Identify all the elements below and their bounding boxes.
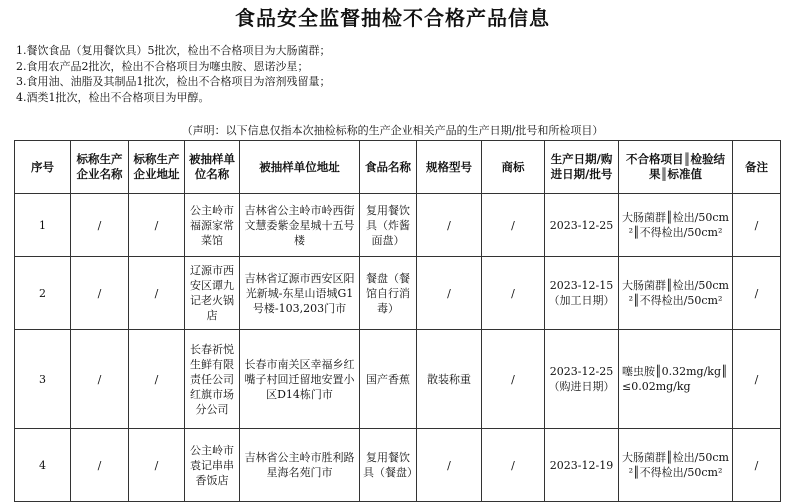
table-cell: / [482,257,545,330]
table-cell: 散装称重 [417,330,482,429]
table-cell: 大肠菌群║检出/50cm²║不得检出/50cm² [619,257,733,330]
table-cell: 吉林省公主岭市胜利路星海名苑门市 [240,429,360,502]
table-cell: 2 [15,257,71,330]
table-cell: / [482,330,545,429]
page-title: 食品安全监督抽检不合格产品信息 [235,6,550,30]
table-cell: / [417,257,482,330]
disclaimer-notice: （声明：以下信息仅指本次抽检标称的生产企业相关产品的生产日期/批号和所检项目） [181,124,604,137]
table-header-row [15,141,781,194]
table-cell: 国产香蕉 [360,330,417,429]
table-cell: / [129,194,185,257]
table-cell: / [129,257,185,330]
table-cell: / [71,194,129,257]
table-cell: 辽源市西安区谭九记老火锅店 [185,257,240,330]
header-cell: 被抽样单位名称 [185,141,240,194]
summary-item: 3.食用油、油脂及其制品1批次，检出不合格项目为溶剂残留量； [16,75,331,88]
unqualified-products-table [14,140,781,502]
table-cell: 复用餐饮具（炸酱面盘） [360,194,417,257]
table-cell: / [71,330,129,429]
summary-item: 4.酒类1批次，检出不合格项目为甲醇。 [16,90,210,104]
table-cell: 复用餐饮具（餐盘） [360,429,417,502]
header-cell: 商标 [482,141,545,194]
summary-list [16,43,331,105]
table-cell: 2023-12-25 [545,194,619,257]
table-cell: 公主岭市袁记串串香饭店 [185,429,240,502]
table-cell: / [482,429,545,502]
header-cell: 生产日期/购进日期/批号 [545,141,619,194]
table-cell: 大肠菌群║检出/50cm²║不得检出/50cm² [619,429,733,502]
header-cell: 规格型号 [417,141,482,194]
table-cell: 大肠菌群║检出/50cm²║不得检出/50cm² [619,194,733,257]
table-cell: / [129,330,185,429]
table-cell: 公主岭市福源家常菜馆 [185,194,240,257]
header-cell: 标称生产企业地址 [129,141,185,194]
table-cell: 噻虫胺║0.32mg/kg║≤0.02mg/kg [619,330,733,429]
table-cell: / [71,429,129,502]
table-cell: / [417,194,482,257]
table-row [15,330,781,429]
table-cell: 餐盘（餐馆自行消毒） [360,257,417,330]
table-cell: 吉林省辽源市西安区阳光新城-东星山语城G1号楼-103,203门市 [240,257,360,330]
table-cell: / [733,429,781,502]
summary-item: 2.食用农产品2批次，检出不合格项目为噻虫胺、恩诺沙星； [16,59,309,73]
table-cell: 2023-12-15（加工日期） [545,257,619,330]
table-cell: 长春市南关区幸福乡红嘴子村回迁留地安置小区D14栋门市 [240,330,360,429]
table-row [15,194,781,257]
table-cell: / [71,257,129,330]
header-cell: 不合格项目║检验结果║标准值 [619,141,733,194]
table-cell: 3 [15,330,71,429]
table-cell: 2023-12-19 [545,429,619,502]
table-row [15,429,781,502]
table-cell: / [733,330,781,429]
table-cell: / [733,194,781,257]
header-cell: 食品名称 [360,141,417,194]
header-cell: 标称生产企业名称 [71,141,129,194]
table-cell: / [129,429,185,502]
table-cell: 吉林省公主岭市岭西街文慧委紫金星城十五号楼 [240,194,360,257]
table-row [15,257,781,330]
table-cell: / [482,194,545,257]
table-cell: / [417,429,482,502]
summary-item: 1.餐饮食品（复用餐饮具）5批次，检出不合格项目为大肠菌群； [16,44,331,57]
table-cell: / [733,257,781,330]
header-cell: 被抽样单位地址 [240,141,360,194]
table-cell: 4 [15,429,71,502]
header-cell: 序号 [15,141,71,194]
table-cell: 长春祈悦生鲜有限责任公司红旗市场分公司 [185,330,240,429]
table-cell: 2023-12-25（购进日期） [545,330,619,429]
header-cell: 备注 [733,141,781,194]
table-cell: 1 [15,194,71,257]
